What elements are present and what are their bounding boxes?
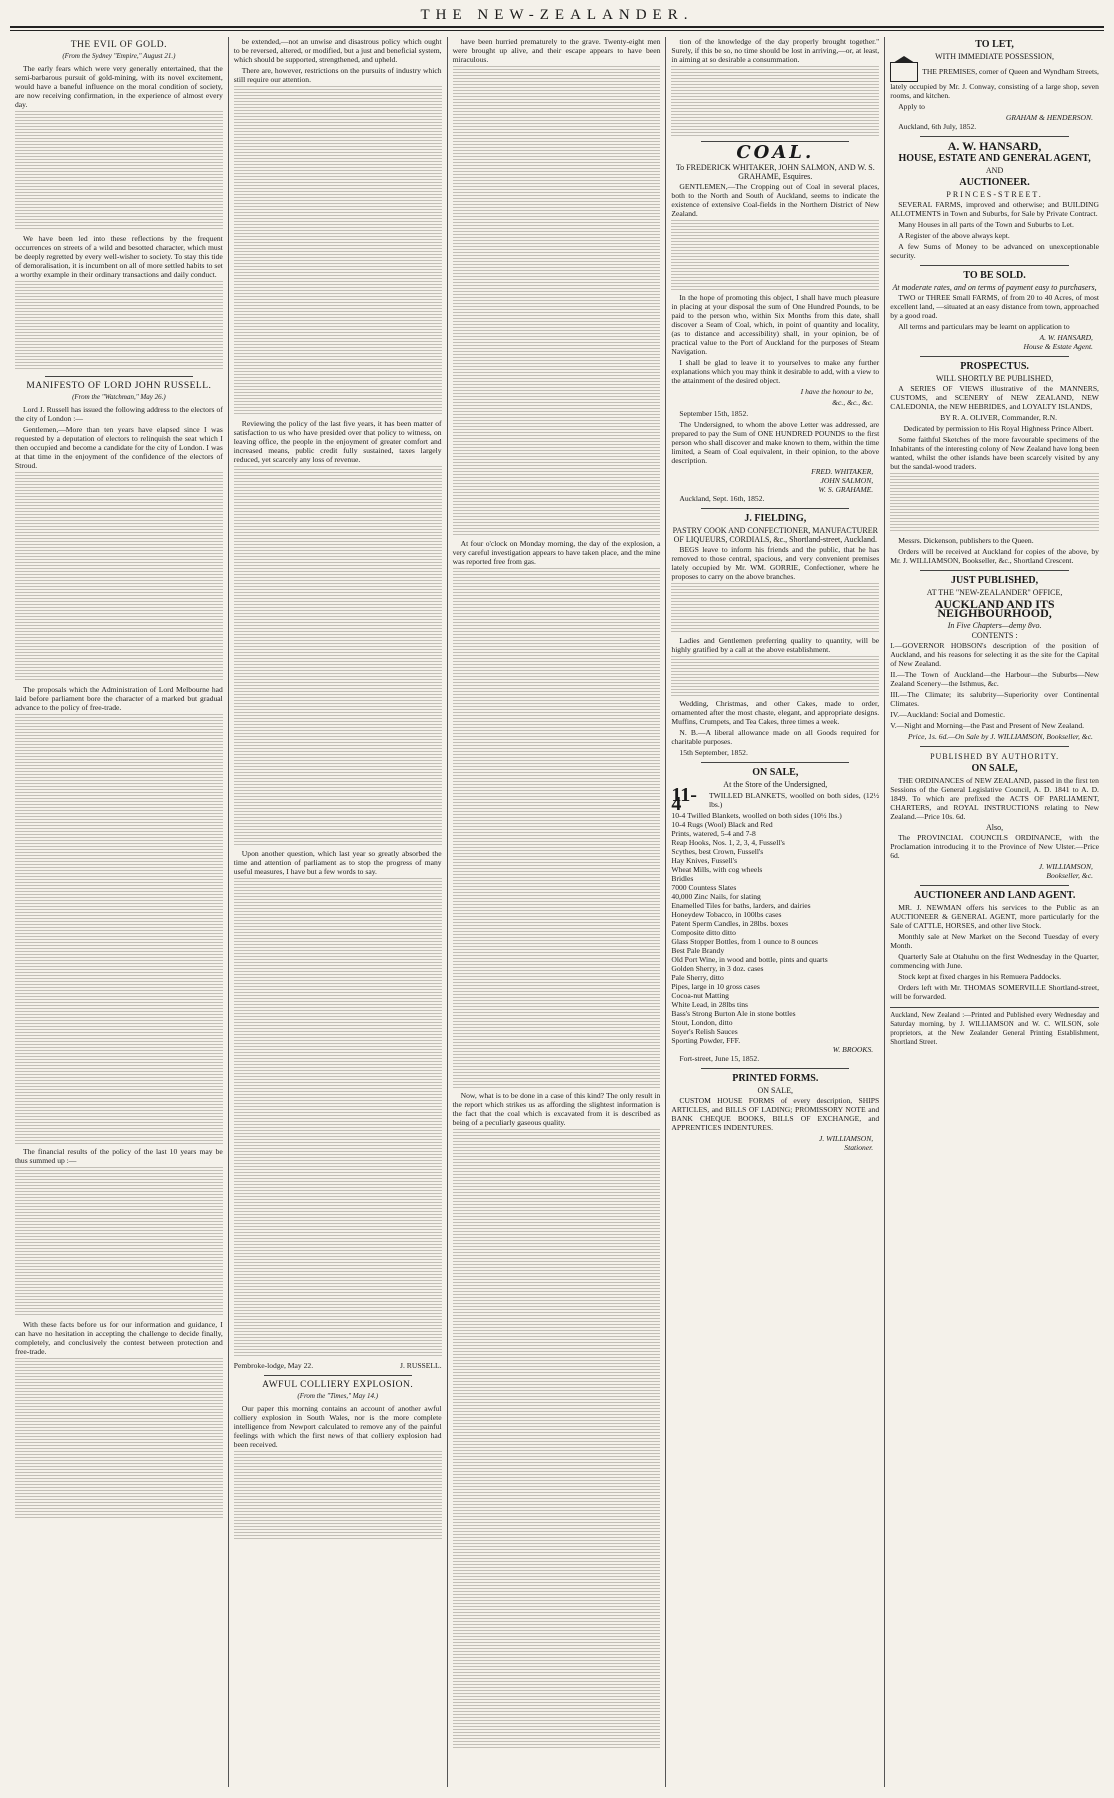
paragraph xyxy=(890,62,1099,100)
closing: &c., &c., &c. xyxy=(832,398,874,407)
paragraph: MR. J. NEWMAN offers his services to the Public as an AUCTIONEER & GENERAL AGENT, more particularly for the Sale of CATTLE, HORSES, and other live Stock. xyxy=(890,903,1099,930)
article-source: (From the "Watchman," May 26.) xyxy=(72,393,166,401)
article-title: AWFUL COLLIERY EXPLOSION. xyxy=(262,1380,414,1390)
body-text-block xyxy=(234,86,442,416)
house-icon xyxy=(890,62,918,82)
paragraph: BY R. A. OLIVER, Commander, R.N. xyxy=(940,413,1058,422)
prospectus-head: WILL SHORTLY BE PUBLISHED, xyxy=(935,374,1054,383)
list-item: White Lead, in 28lbs tins xyxy=(671,1000,748,1009)
paragraph: Ladies and Gentlemen preferring quality to quantity, will be highly gratified by a call at the above establishment. xyxy=(671,636,880,654)
authority-sale: ON SALE, xyxy=(971,763,1018,774)
signature-name: J. RUSSELL. xyxy=(400,1361,442,1370)
body-text-block xyxy=(671,66,879,136)
authority-title: PUBLISHED BY AUTHORITY. xyxy=(930,752,1060,761)
divider xyxy=(920,746,1069,747)
paragraph: Orders will be received at Auckland for copies of the above, by Mr. J. WILLIAMSON, Bookseller, &c., Shortland Crescent. xyxy=(890,547,1099,565)
masthead: THE NEW-ZEALANDER. xyxy=(420,7,694,23)
paragraph: Orders left with Mr. THOMAS SOMERVILLE Shortland-street, will be forwarded. xyxy=(890,983,1099,1001)
list-item: Soyer's Relish Sauces xyxy=(671,1027,738,1036)
to-be-sold-title: TO BE SOLD. xyxy=(963,270,1026,281)
paragraph: Many Houses in all parts of the Town and Suburbs to Let. xyxy=(898,220,1074,229)
paragraph: The proposals which the Administration of Lord Melbourne had laid before parliament bore the character of a marked but gradual advance to the policy of free-trade. xyxy=(15,685,223,712)
body-text-block xyxy=(234,1451,442,1541)
list-item: Old Port Wine, in wood and bottle, pints and quarts xyxy=(671,955,828,964)
divider xyxy=(920,885,1069,886)
signature: GRAHAM & HENDERSON. xyxy=(1005,113,1093,122)
signature: Bookseller, &c. xyxy=(1046,871,1093,880)
to-let-subtitle: WITH IMMEDIATE POSSESSION, xyxy=(935,52,1055,61)
onsale-big-text: TWILLED BLANKETS, woolled on both sides, (12½ lbs.) xyxy=(708,791,880,809)
list-item: II.—The Town of Auckland—the Harbour—the Suburbs—New Zealand Scenery—the Isthmus, &c. xyxy=(890,670,1099,688)
masthead-rule xyxy=(10,26,1104,31)
list-item: Pipes, large in 10 gross cases xyxy=(671,982,760,991)
list-item: Wheat Mills, with cog wheels xyxy=(671,865,763,874)
hansard-title: A. W. HANSARD, xyxy=(947,139,1042,153)
paragraph: With these facts before us for our information and guidance, I can have no hesitation in accepting the challenge to decide finally, completely, and conclusively the contest between protection and free-trade. xyxy=(15,1320,223,1356)
list-item: Bridles xyxy=(671,874,694,883)
imprint-footer: Auckland, New Zealand :—Printed and Published every Wednesday and Saturday morning, by J. WILLIAMSON and W. C. WILSON, sole proprietors, at the New Zealander General Printing Establishment, Shortland Street. xyxy=(890,1007,1099,1047)
paragraph: BEGS leave to inform his friends and the public, that he has removed to those central, spacious, and very convenient premises lately occupied by Mr. WM. GORRIE, Confectioner, where he proposes to carry on the above branches. xyxy=(671,545,880,581)
paragraph: The Undersigned, to whom the above Letter was addressed, are prepared to pay the Sum of ONE HUNDRED POUNDS to the first person who shall discover and make known to them, within the time limited, a Seam of Coal equivalent, in their opinion, to the above description. xyxy=(671,420,880,465)
paragraph: Quarterly Sale at Otahuhu on the first Wednesday in the Quarter, commencing with June. xyxy=(890,952,1099,970)
list-item: Bass's Strong Burton Ale in stone bottles xyxy=(671,1009,796,1018)
contents-heading: CONTENTS : xyxy=(971,631,1018,640)
signature: W. S. GRAHAME. xyxy=(818,485,874,494)
paragraph: Lord J. Russell has issued the following address to the electors of the city of London :— xyxy=(15,405,223,423)
divider xyxy=(264,1375,412,1376)
paragraph: Our paper this morning contains an account of another awful colliery explosion in South Wales, nor is the more complete intelligence from Newport calculated to remove any of the painful feelings with which the first news of that colliery explosion had been received. xyxy=(233,1404,442,1449)
paragraph: Wedding, Christmas, and other Cakes, made to order, ornamented after the most chaste, elegant, and appropriate designs. Muffins, Crumpets, and Tea Cakes, three times a week. xyxy=(671,699,880,726)
paragraph: We have been led into these reflections by the frequent occurrences on streets of a wild and besotted character, which must be deeply regretted by every well-wisher to society. To stay this tide of demoralisation, it is incumbent on all of more settled habits to set a worthy example in their ordinary transactions and daily conduct. xyxy=(15,234,223,279)
list-item: III.—The Climate; its salubrity—Superiority over Continental Climates. xyxy=(890,690,1099,708)
hansard-sub: AUCTIONEER. xyxy=(959,177,1030,188)
paragraph: In the hope of promoting this object, I shall have much pleasure in placing at your disposal the sum of One Hundred Pounds, to be paid to the person who, within Six Months from this date, shall discover a Seam of Coal, which, in point of quantity and locality, (as to distance and accessibility) shall, in your opinion, be of practical value to the Port of Auckland for the purposes of Steam Navigation. xyxy=(671,293,880,356)
paragraph: GENTLEMEN,—The Cropping out of Coal in several places, both to the North and South of Auckland, seems to indicate the existence of extensive Coal-fields in the Northern District of New Zealand. xyxy=(671,182,880,218)
list-item: Honeydew Tobacco, in 100lbs cases xyxy=(671,910,782,919)
list-item: Sporting Powder, FFF. xyxy=(671,1036,741,1045)
columns xyxy=(10,37,1104,1787)
to-let-text: THE PREMISES, corner of Queen and Wyndham Streets, lately occupied by Mr. J. Conway, consisting of a large shop, seven rooms, and kitchen. xyxy=(890,66,1099,100)
signature: House & Estate Agent. xyxy=(1023,342,1093,351)
just-published-sub: AT THE "NEW-ZEALANDER" OFFICE, xyxy=(926,588,1063,597)
paragraph: be extended,—not an unwise and disastrous policy which ought to be reversed, altered, or modified, but a just and beneficial system, which should be supported, strengthened, and upheld. xyxy=(233,37,442,64)
paragraph: N. B.—A liberal allowance made on all Goods required for charitable purposes. xyxy=(671,728,880,746)
coal-addressee: To FREDERICK WHITAKER, JOHN SALMON, AND W. S. GRAHAME, Esquires. xyxy=(675,163,875,181)
paragraph: A few Sums of Money to be advanced on unexceptionable security. xyxy=(890,242,1099,260)
onsale-subtitle: At the Store of the Undersigned, xyxy=(723,780,828,789)
list-item: Glass Stopper Bottles, from 1 ounce to 8 ounces xyxy=(671,937,818,946)
signature: Stationer. xyxy=(844,1143,874,1152)
signature: FRED. WHITAKER, xyxy=(811,467,874,476)
onsale-title: ON SALE, xyxy=(752,767,799,778)
column-2 xyxy=(229,37,448,1787)
auction-title: AUCTIONEER AND LAND AGENT. xyxy=(913,890,1076,901)
paragraph: All terms and particulars may be learnt on application to xyxy=(898,322,1070,331)
to-be-sold-subtitle: At moderate rates, and on terms of payment easy to purchasers, xyxy=(892,283,1097,292)
just-published-title: JUST PUBLISHED, xyxy=(951,575,1039,586)
body-text-block xyxy=(890,473,1099,533)
paragraph: THE ORDINANCES of NEW ZEALAND, passed in the first ten Sessions of the General Legislative Council, A. D. 1841 to A. D. 1849. To which are prefixed the ACTS OF PARLIAMENT, CHARTERS, and ROYAL INSTRUCTIONS relating to New Zealand.—Price 10s. 6d. xyxy=(890,776,1099,821)
body-text-block xyxy=(671,656,879,696)
printed-forms-title: PRINTED FORMS. xyxy=(732,1073,819,1084)
divider xyxy=(701,1068,849,1069)
signature: W. BROOKS. xyxy=(832,1045,874,1054)
paragraph: TWO or THREE Small FARMS, of from 20 to 40 Acres, of most excellent land, —situated at an easy distance from town, approached by a good road. xyxy=(890,293,1099,320)
paragraph: The early fears which were very generally entertained, that the semi-barbarous pursuit of gold-mining, with its novel excitement, would have a baneful influence on the moral condition of society, are now receiving confirmation, in the experience of almost every day. xyxy=(15,64,223,109)
paragraph: A SERIES OF VIEWS illustrative of the MANNERS, CUSTOMS, and SCENERY of NEW ZEALAND, NEW CALEDONIA, the NEW HEBRIDES, and LOYALTY ISLANDS, xyxy=(890,384,1099,411)
paragraph: SEVERAL FARMS, improved and otherwise; and BUILDING ALLOTMENTS in Town and Suburbs, for Sale by Private Contract. xyxy=(890,200,1099,218)
divider xyxy=(920,356,1069,357)
closing: I have the honour to be, xyxy=(800,387,874,396)
list-item: Golden Sherry, in 3 doz. cases xyxy=(671,964,764,973)
list-item: Hay Knives, Fussell's xyxy=(671,856,738,865)
list-item: Scythes, best Crown, Fussell's xyxy=(671,847,764,856)
date-line: Auckland, Sept. 16th, 1852. xyxy=(679,494,765,503)
list-item: 40,000 Zinc Nails, for slating xyxy=(671,892,761,901)
paragraph: At four o'clock on Monday morning, the day of the explosion, a very careful investigation appears to have taken place, and the mine was reported free from gas. xyxy=(452,539,661,566)
column-5 xyxy=(885,37,1104,1787)
list-item: 10-4 Twilled Blankets, woolled on both sides (10½ lbs.) xyxy=(671,811,842,820)
divider xyxy=(920,136,1069,137)
body-text-block xyxy=(453,1129,661,1749)
just-published-format: In Five Chapters—demy 8vo. xyxy=(947,621,1042,630)
list-item: Stout, London, ditto xyxy=(671,1018,733,1027)
body-text-block xyxy=(453,66,661,536)
paragraph: The PROVINCIAL COUNCILS ORDINANCE, with the Proclamation introducing it to the Province of New Ulster.—Price 6d. xyxy=(890,833,1099,860)
paragraph: The financial results of the policy of the last 10 years may be thus summed up :— xyxy=(15,1147,223,1165)
paragraph: Apply to xyxy=(898,102,925,111)
paragraph: A Register of the above always kept. xyxy=(898,231,1010,240)
hansard-sub: AND xyxy=(985,166,1004,175)
list-item: IV.—Auckland: Social and Domestic. xyxy=(890,710,1005,719)
body-text-block xyxy=(234,878,442,1358)
hansard-sub: HOUSE, ESTATE AND GENERAL AGENT, xyxy=(898,153,1091,164)
body-text-block xyxy=(234,466,442,846)
paragraph: have been hurried prematurely to the grave. Twenty-eight men were brought up alive, and their escape appears to have been miraculous. xyxy=(452,37,661,64)
list-item: Enamelled Tiles for baths, larders, and dairies xyxy=(671,901,811,910)
list-item: 7000 Countess Slates xyxy=(671,883,737,892)
paragraph: Messrs. Dickenson, publishers to the Queen. xyxy=(898,536,1034,545)
paragraph: Reviewing the policy of the last five years, it has been matter of satisfaction to us who have presided over that policy to witness, on leaving office, the people in the enjoyment of greater comfort and increased means, public credit fully sustained, taxes largely reduced, yet scarcely any loss of revenue. xyxy=(233,419,442,464)
divider xyxy=(920,265,1069,266)
body-text-block xyxy=(15,1358,223,1518)
column-4 xyxy=(666,37,885,1787)
to-let-title: TO LET, xyxy=(975,39,1014,50)
paragraph: Upon another question, which last year so greatly absorbed the time and attention of parliament as to stop the progress of many useful measures, I have but a few words to say. xyxy=(233,849,442,876)
list-item: Best Pale Brandy xyxy=(671,946,725,955)
paragraph: Stock kept at fixed charges in his Remuera Paddocks. xyxy=(898,972,1062,981)
date-line: Fort-street, June 15, 1852. xyxy=(679,1054,760,1063)
list-item: Cocoa-nut Matting xyxy=(671,991,729,1000)
body-text-block xyxy=(15,714,223,1144)
body-text-block xyxy=(453,568,661,1088)
body-text-block xyxy=(15,111,223,231)
divider xyxy=(701,762,849,763)
paragraph: Gentlemen,—More than ten years have elapsed since I was requested by a deputation of electors to relinquish the seat which I then occupied and become a candidate for the city of London. I was at that time in the enjoyment of the confidence of the electors of Stroud. xyxy=(15,425,223,470)
just-published-book: AUCKLAND AND ITS NEIGHBOURHOOD, xyxy=(934,597,1055,620)
fielding-subtitle: PASTRY COOK AND CONFECTIONER, MANUFACTURER OF LIQUEURS, CORDIALS, &c., Shortland-street, Auckland. xyxy=(672,526,878,544)
divider xyxy=(701,508,849,509)
body-text-block xyxy=(15,281,223,371)
article-source: (From the Sydney "Empire," August 21.) xyxy=(62,52,176,60)
onsale-big-number: 11-4 xyxy=(671,784,697,815)
divider xyxy=(920,570,1069,571)
list-item: Pale Sherry, ditto xyxy=(671,973,724,982)
paragraph: Now, what is to be done in a case of this kind? The only result in the report which strikes us as affording the slightest information is the fact that the coal which is excavated from it is described as being of a peculiarly gaseous quality. xyxy=(452,1091,661,1127)
date-line: 15th September, 1852. xyxy=(679,748,748,757)
signature: A. W. HANSARD, xyxy=(1039,333,1093,342)
list-item: Patent Sperm Candles, in 28lbs. boxes xyxy=(671,919,789,928)
paragraph: I shall be glad to leave it to yourselves to make any further explanations which you may think it desirable to add, with a view to the attainment of the desired object. xyxy=(671,358,880,385)
hansard-address: PRINCES-STREET. xyxy=(946,190,1043,199)
list-item: I.—GOVERNOR HOBSON's description of the position of Auckland, and his reasons for selecting it as the site for the Capital of New Zealand. xyxy=(890,641,1099,668)
column-3 xyxy=(448,37,667,1787)
coal-title: COAL. xyxy=(736,142,815,163)
paragraph: CUSTOM HOUSE FORMS of every description, SHIPS ARTICLES, and BILLS OF LADING; PROMISSORY NOTE and BANK CHEQUE BOOKS, BILLS OF EXCHANGE, and APPRENTICES INDENTURES. xyxy=(671,1096,880,1132)
list-item: V.—Night and Morning—the Past and Present of New Zealand. xyxy=(890,721,1085,730)
paragraph: tion of the knowledge of the day properly brought together." Surely, if this be so, no time should be lost in arriving,—or, at least, in aiming at so desirable a consummation. xyxy=(671,37,880,64)
divider xyxy=(45,376,193,377)
body-text-block xyxy=(15,1167,223,1317)
article-source: (From the "Times," May 14.) xyxy=(297,1392,379,1400)
prospectus-title: PROSPECTUS. xyxy=(960,361,1029,372)
body-text-block xyxy=(671,583,879,633)
paragraph: Dedicated by permission to His Royal Highness Prince Albert. xyxy=(903,424,1094,433)
column-1 xyxy=(10,37,229,1787)
also-label: Also, xyxy=(986,823,1004,832)
signature-place: Pembroke-lodge, May 22. xyxy=(233,1361,314,1370)
printed-forms-subtitle: ON SALE, xyxy=(757,1086,794,1095)
paragraph: Some faithful Sketches of the more favourable specimens of the Inhabitants of the interesting colony of New Zealand have long been wanted, whilst the other islands have been scarcely visited by any but the sandal-wood traders. xyxy=(890,435,1099,471)
signature: JOHN SALMON, xyxy=(820,476,874,485)
list-item: Composite ditto ditto xyxy=(671,928,736,937)
article-title: THE EVIL OF GOLD. xyxy=(70,40,168,50)
fielding-title: J. FIELDING, xyxy=(744,513,807,524)
list-item: Reap Hooks, Nos. 1, 2, 3, 4, Fussell's xyxy=(671,838,785,847)
signature: J. WILLIAMSON, xyxy=(1038,862,1093,871)
article-title: MANIFESTO OF LORD JOHN RUSSELL. xyxy=(26,381,212,391)
body-text-block xyxy=(671,220,879,290)
paragraph: There are, however, restrictions on the pursuits of industry which still require our attention. xyxy=(233,66,442,84)
signature-row xyxy=(234,1361,442,1370)
onsale-list xyxy=(671,811,879,1045)
date-line: September 15th, 1852. xyxy=(679,409,749,418)
signature: J. WILLIAMSON, xyxy=(818,1134,874,1143)
price-line: Price, 1s. 6d.—On Sale by J. WILLIAMSON, Bookseller, &c. xyxy=(908,732,1093,741)
list-item: 10-4 Rugs (Wool) Black and Red xyxy=(671,820,773,829)
list-item: Prints, watered, 5-4 and 7-8 xyxy=(671,829,756,838)
body-text-block xyxy=(15,472,223,682)
date-line: Auckland, 6th July, 1852. xyxy=(898,122,977,131)
paragraph: Monthly sale at New Market on the Second Tuesday of every Month. xyxy=(890,932,1099,950)
